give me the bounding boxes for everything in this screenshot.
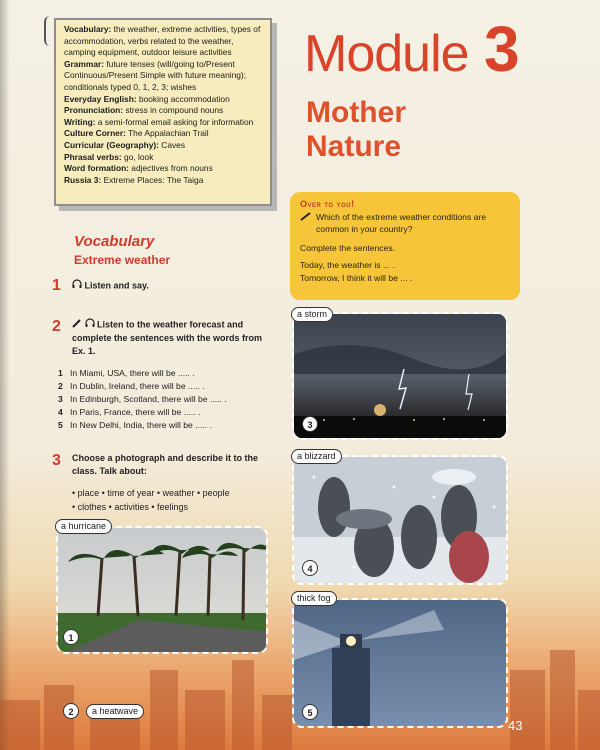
bullet-row: • place • time of year • weather • people [72,488,230,498]
photo-label-heatwave: a heatwave [86,704,144,719]
module-contents-box [54,18,272,206]
photo-number-1: 1 [63,629,79,645]
over-to-you-box [290,192,520,300]
exercise-3-number: 3 [52,452,61,469]
contents-line: Russia 3: Extreme Places: The Taiga [64,174,204,185]
over-to-you-question: Which of the extreme weather conditions are common in your country? [300,211,510,236]
photo-number-2: 2 [63,703,79,719]
fog-photo [292,598,508,728]
photo-number-5: 5 [302,704,318,720]
contents-line: Culture Corner: The Appalachian Trail [64,128,209,139]
contents-line: Grammar: future tenses (will/going to/Present Continuous/Present Simple with future meaning); conditionals typed 0, 1, 2, 3; wishes [64,58,247,92]
hurricane-image [58,528,268,654]
page-number: 43 [508,718,523,733]
over-to-you-sentence-2: Tomorrow, I think it will be ... . [300,272,413,283]
module-subtitle [306,96,406,164]
contents-line: Word formation: adjectives from nouns [64,163,213,174]
subtitle-line-2: Nature [306,130,402,163]
exercise-1-text: Listen and say. [72,279,149,293]
over-to-you-instruction: Complete the sentences. [300,242,396,253]
photo-label-fog: thick fog [291,591,337,606]
exercise-3-text: Choose a photograph and describe it to the class. Talk about: [72,453,259,476]
list-item: 1 In Miami, USA, there will be ..... . [58,368,195,378]
exercise-1-number: 1 [52,277,61,294]
contents-line: Vocabulary: the weather, extreme activities, types of accommodation, verbs related to the weather, camping equipment, outdoor leisure activities [64,24,261,58]
exercise-3-bullets [72,486,230,514]
headphones-icon [85,318,95,332]
photo-label-hurricane: a hurricane [55,519,112,534]
contents-line: Curricular (Geography): Caves [64,139,186,150]
list-item: 4 In Paris, France, there will be ..... . [58,407,201,417]
headphones-icon [72,279,82,293]
storm-image [294,314,508,440]
pencil-icon [300,211,312,236]
contents-line: Phrasal verbs: go, look [64,151,154,162]
photo-number-4: 4 [302,560,318,576]
pencil-icon [72,318,82,332]
module-title: Module [304,25,469,83]
photo-label-blizzard: a blizzard [291,449,342,464]
storm-photo [292,312,508,440]
over-to-you-sentence-1: Today, the weather is ... . [300,260,395,270]
vocabulary-heading: Vocabulary [74,233,155,250]
hurricane-photo [56,526,268,654]
over-to-you-title: Over to you! [300,199,355,209]
fog-image [294,600,508,728]
subtitle-line-1: Mother [306,96,406,129]
blizzard-image [294,457,508,585]
list-item: 3 In Edinburgh, Scotland, there will be ..... . [58,394,227,404]
list-item: 5 In New Delhi, India, there will be ..... . [58,420,212,430]
bullet-row: • clothes • activities • feelings [72,502,189,512]
contents-line: Writing: a semi-formal email asking for information [64,116,254,127]
photo-number-3: 3 [302,416,318,432]
list-item: 2 In Dublin, Ireland, there will be ..... . [58,381,205,391]
blizzard-photo [292,455,508,585]
vocabulary-subheading: Extreme weather [74,253,171,267]
contents-line: Everyday English: booking accommodation [64,93,230,104]
exercise-2-text: Listen to the weather forecast and complete the sentences with the words from Ex. 1. [72,319,263,356]
exercise-2-number: 2 [52,318,61,335]
module-number: 3 [484,13,520,85]
photo-label-storm: a storm [291,307,333,322]
exercise-2-list [58,367,227,432]
contents-line: Pronunciation: stress in compound nouns [64,105,224,116]
